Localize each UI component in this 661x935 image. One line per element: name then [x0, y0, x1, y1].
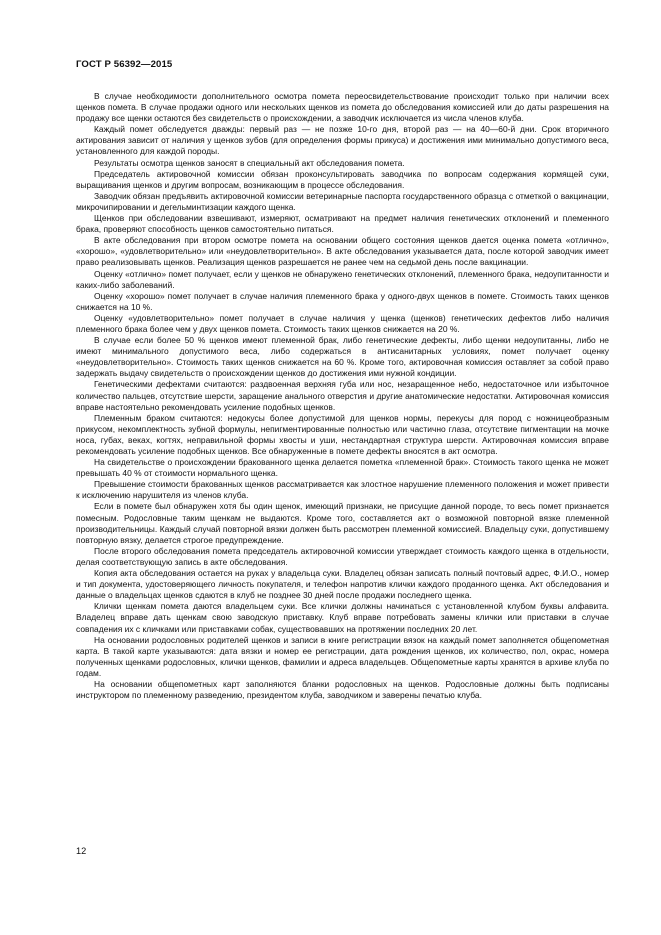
paragraph: Превышение стоимости бракованных щенков рассматривается как злостное нарушение племенного положения и может привести к исключению нарушителя из членов клуба.: [76, 479, 609, 501]
paragraph: Клички щенкам помета даются владельцем суки. Все клички должны начинаться с установленной клубом буквы алфавита. Владелец вправе дать щенкам свою заводскую приставку. Клуб вправе потребовать замены клички или приставки в случае совпадения их с кличками или приставками собак, существовавших на протяжении последних 20 лет.: [76, 601, 609, 634]
paragraph: В случае если более 50 % щенков имеют племенной брак, либо генетические дефекты, либо щенки недоупитанны, либо не имеют минимального допустимого веса, либо содержаться в антисанитарных условиях, помет получает оценку «неудовлетворительно». Стоимость таких щенков снижается на 60 %. Кроме того, актировочная комиссия оставляет за собой право задержать выдачу свидетельств о происхождении щенков до достижения ими нужной кондиции.: [76, 335, 609, 379]
paragraph: Председатель актировочной комиссии обязан проконсультировать заводчика по вопросам содержания кормящей суки, выращивания щенков и другим вопросам, возникающим в процессе обследования.: [76, 168, 609, 190]
paragraph: Заводчик обязан предъявить актировочной комиссии ветеринарные паспорта государственного образца с отметкой о вакцинации, микрочипировании и дегельминтизации каждого щенка.: [76, 190, 609, 212]
standard-header: ГОСТ Р 56392—2015: [76, 59, 173, 70]
paragraph: Щенков при обследовании взвешивают, измеряют, осматривают на предмет наличия генетических отклонений и племенного брака, проверяют способность щенков самостоятельно питаться.: [76, 213, 609, 235]
paragraph: На свидетельстве о происхождении бракованного щенка делается пометка «племенной брак». Стоимость такого щенка не может превышать 40 % от стоимости нормального щенка.: [76, 457, 609, 479]
paragraph: Племенным браком считаются: недокусы более допустимой для щенков нормы, перекусы для пород с ножницеобразным прикусом, некомплектность зубной формулы, непигментированные полностью или частично глаза, отсутствие пигментации на мочке носа, губах, веках, когтях, неправильной формы хвосты и уши, нестандартная структура шерсти. Актировочная комиссия вправе рекомендовать усиление подобных щенков. Все обнаруженные в помете дефекты вносятся в акт осмотра.: [76, 412, 609, 456]
paragraph: Оценку «отлично» помет получает, если у щенков не обнаружено генетических отклонений, племенного брака, недоупитанности и каких-либо заболеваний.: [76, 268, 609, 290]
paragraph: Если в помете был обнаружен хотя бы один щенок, имеющий признаки, не присущие данной породе, то весь помет признается помесным. Родословные таким щенкам не выдаются. Кроме того, составляется акт о возможной повторной вязке племенной производительницы. Каждый случай повторной вязки должен быть рассмотрен племенной комиссией. Владельцу суки, допустившему повторную вязку, делается строгое предупреждение.: [76, 501, 609, 545]
paragraph: Оценку «удовлетворительно» помет получает в случае наличия у щенка (щенков) генетических дефектов либо наличия племенного брака более чем у двух щенков помета. Стоимость таких щенков снижается на 20 %.: [76, 312, 609, 334]
body-text: [76, 91, 609, 701]
paragraph: На основании общепометных карт заполняются бланки родословных на щенков. Родословные должны быть подписаны инструктором по племенному разведению, президентом клуба, заводчиком и заверены печатью клуба.: [76, 678, 609, 701]
paragraph: Оценку «хорошо» помет получает в случае наличия племенного брака у одного-двух щенков в помете. Стоимость таких щенков снижается на 10 %.: [76, 290, 609, 312]
paragraph: В случае необходимости дополнительного осмотра помета переосвидетельствование происходит только при наличии всех щенков помета. В случае продажи одного или нескольких щенков из помета до обследования комиссией или до даты разрешения на продажу все щенки остаются без свидетельств о происхождении, а заводчик исключается из числа членов клуба.: [76, 91, 609, 124]
page-number: 12: [76, 846, 87, 856]
paragraph: Копия акта обследования остается на руках у владельца суки. Владелец обязан записать полный почтовый адрес, Ф.И.О., номер и тип документа, удостоверяющего личность покупателя, и телефон напротив клички каждого проданного щенка. Акт обследования и данные о владельцах щенков сдаются в клуб не позднее 30 дней после продажи последнего щенка.: [76, 568, 609, 601]
paragraph: Генетическими дефектами считаются: раздвоенная верхняя губа или нос, незаращенное небо, недостаточное или избыточное количество пальцев, отсутствие шерсти, заращение анального отверстия и другие анатомические недостатки. Актировочная комиссия вправе настоятельно рекомендовать усиление подобных щенков.: [76, 379, 609, 412]
paragraph: Каждый помет обследуется дважды: первый раз — не позже 10-го дня, второй раз — на 40—60-й дни. Срок вторичного актирования зависит от наличия у щенков зубов (для определения формы прикуса) и достижения ими минимально допустимого веса, установленного для каждой породы.: [76, 124, 609, 157]
paragraph: После второго обследования помета председатель актировочной комиссии утверждает стоимость каждого щенка в отдельности, делая соответствующую запись в акте обследования.: [76, 545, 609, 567]
paragraph: Результаты осмотра щенков заносят в специальный акт обследования помета.: [94, 157, 405, 168]
paragraph: В акте обследования при втором осмотре помета на основании общего состояния щенков дается оценка помета «отлично», «хорошо», «удовлетворительно» или «неудовлетворительно». В акте обследования указывается дата, после которой заводчик имеет право реализовывать щенков. Реализация щенков разрешается не ранее чем на седьмой день после вакцинации.: [76, 235, 609, 268]
paragraph: На основании родословных родителей щенков и записи в книге регистрации вязок на каждый помет заполняется общепометная карта. В такой карте указываются: дата вязки и номер ее регистрации, дата рождения щенков, их количество, пол, окрас, номера полученных щенками родословных, клички щенков, фамилии и адреса владельцев. Общепометные карты хранятся в архиве клуба по годам.: [76, 634, 609, 678]
